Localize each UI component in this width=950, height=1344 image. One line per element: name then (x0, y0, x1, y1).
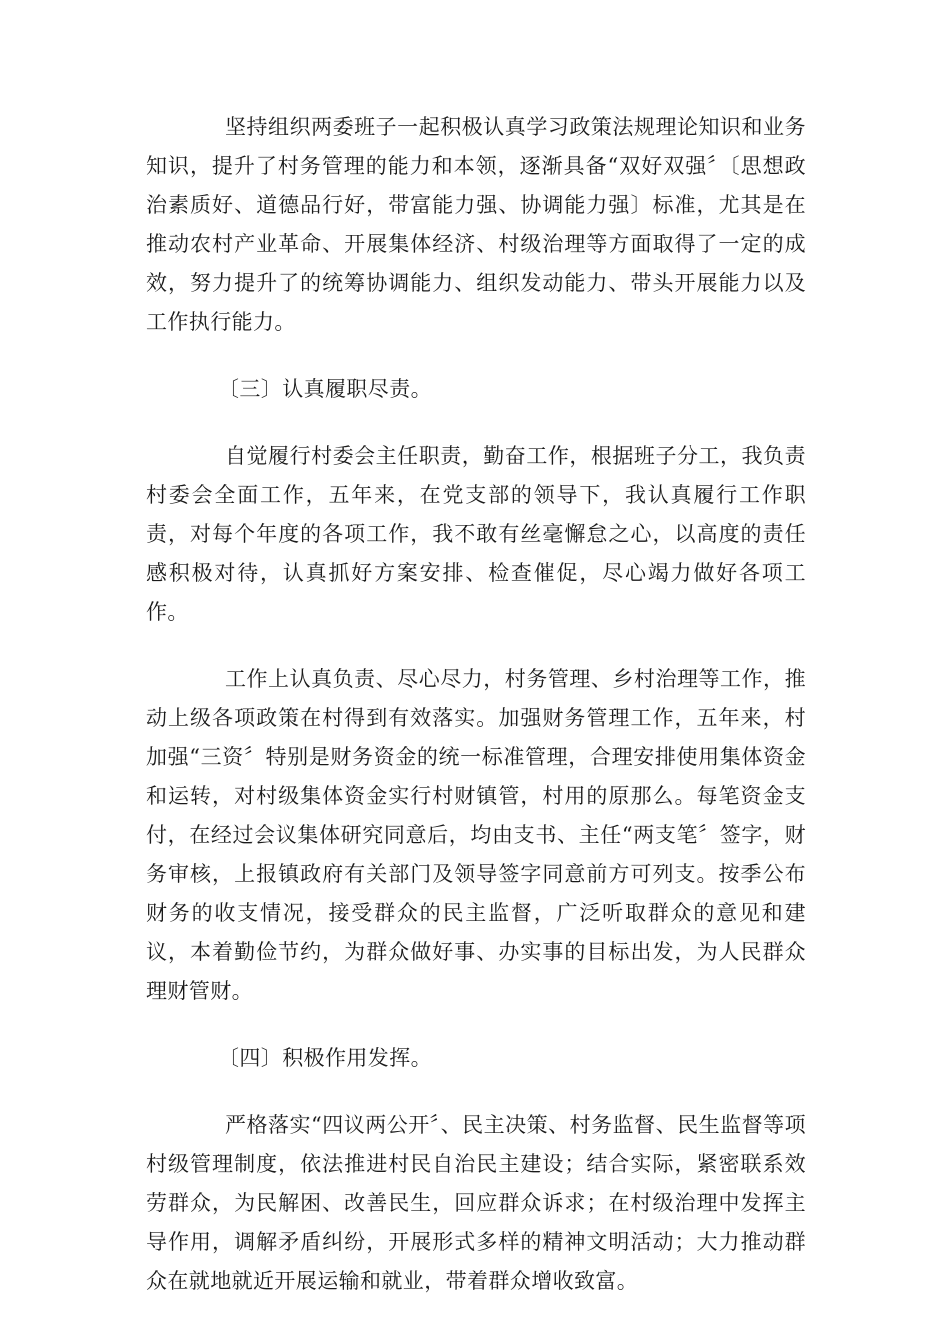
paragraph-gap (146, 342, 806, 370)
paragraph-study-ability: 坚持组织两委班子一起积极认真学习政策法规理论知识和业务知识，提升了村务管理的能力和本领，逐渐具备“双好双强〞〔思想政治素质好、道德品行好，带富能力强、协调能力强〕标准，尤其是在推动农村产业革命、开展集体经济、村级治理等方面取得了一定的成效，努力提升了的统筹协调能力、组织发动能力、带头开展能力以及工作执行能力。 (146, 115, 806, 334)
paragraph-gap (146, 1078, 806, 1106)
paragraph-village-governance: 严格落实“四议两公开〞、民主决策、村务监督、民生监督等项村级管理制度，依法推进村民自治民主建设；结合实际，紧密联系效劳群众，为民解困、改善民生，回应群众诉求；在村级治理中发挥主导作用，调解矛盾纠纷，开展形式多样的精神文明活动；大力推动群众在就地就近开展运输和就业，带着群众增收致富。 (146, 1113, 806, 1293)
heading-section-four: 〔四〕积极作用发挥。 (218, 1046, 432, 1070)
paragraph-duty-performance: 自觉履行村委会主任职责，勤奋工作，根据班子分工，我负责村委会全面工作，五年来，在党支部的领导下，我认真履行工作职责，对每个年度的各项工作，我不敢有丝毫懈怠之心，以高度的责任感积极对待，认真抓好方案安排、检查催促，尽心竭力做好各项工作。 (146, 444, 806, 624)
paragraph-gap (146, 409, 806, 437)
paragraph-gap (146, 632, 806, 660)
document-page (146, 108, 806, 1301)
heading-section-three: 〔三〕认真履职尽责。 (218, 377, 432, 401)
paragraph-gap (146, 1011, 806, 1039)
paragraph-financial-management: 工作上认真负责、尽心尽力，村务管理、乡村治理等工作，推动上级各项政策在村得到有效落实。加强财务管理工作，五年来，村加强“三资〞特别是财务资金的统一标准管理，合理安排使用集体资金和运转，对村级集体资金实行村财镇管，村用的原那么。每笔资金支付，在经过会议集体研究同意后，均由支书、主任“两支笔〞签字，财务审核，上报镇政府有关部门及领导签字同意前方可列支。按季公布财务的收支情况，接受群众的民主监督，广泛听取群众的意见和建议，本着勤俭节约，为群众做好事、办实事的目标出发，为人民群众理财管财。 (146, 667, 806, 1003)
